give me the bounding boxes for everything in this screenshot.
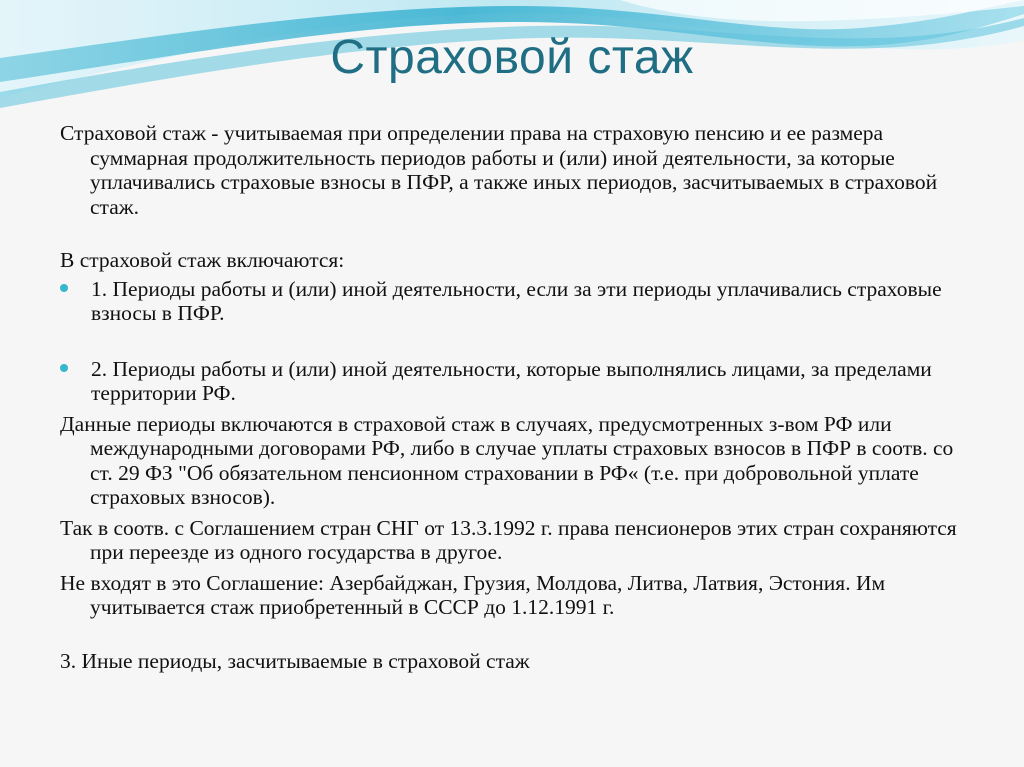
paragraph-conditions: Данные периоды включаются в страховой стаж в случаях, предусмотренных з-вом РФ или международными договорами РФ, либо в случае уплаты страховых взносов в ПФР в соотв. со ст. 29 ФЗ "Об обязательном пенсионном страховании в РФ« (т.е. при добровольной уплате страховых взносов). [60,411,954,509]
definition-paragraph: Страховой стаж - учитываемая при определении права на страховую пенсию и ее размера суммарная продолжительность периодов работы и (или) иной деятельности, за которые уплачивались страховые взносы в ПФР, а также иных периодов, засчитываемых в страховой стаж. [60,121,938,219]
bullet-dot-icon [60,284,68,292]
list-item [60,277,980,326]
other-periods-item: 3. Иные периоды, засчитываемые в страховой стаж [60,648,530,673]
list-item-text: 1. Периоды работы и (или) иной деятельности, если за эти периоды уплачивались страховые взносы в ПФР. [91,276,942,325]
list-item-text: 2. Периоды работы и (или) иной деятельности, которые выполнялись лицами, за пределами территории РФ. [91,356,932,405]
bullet-dot-icon [60,364,68,372]
slide-body [60,121,980,673]
list-item [60,357,980,406]
paragraph-excluded-countries: Не входят в это Соглашение: Азербайджан, Грузия, Молдова, Литва, Латвия, Эстония. Им учитывается стаж приобретенный в СССР до 1.12.1991 г. [60,570,886,619]
includes-heading: В страховой стаж включаются: [60,248,345,272]
paragraph-cis-agreement: Так в соотв. с Соглашением стран СНГ от 13.3.1992 г. права пенсионеров этих стран сохраняются при переезде из одного государства в другое. [60,515,957,564]
slide-title: Страховой стаж [330,31,694,84]
